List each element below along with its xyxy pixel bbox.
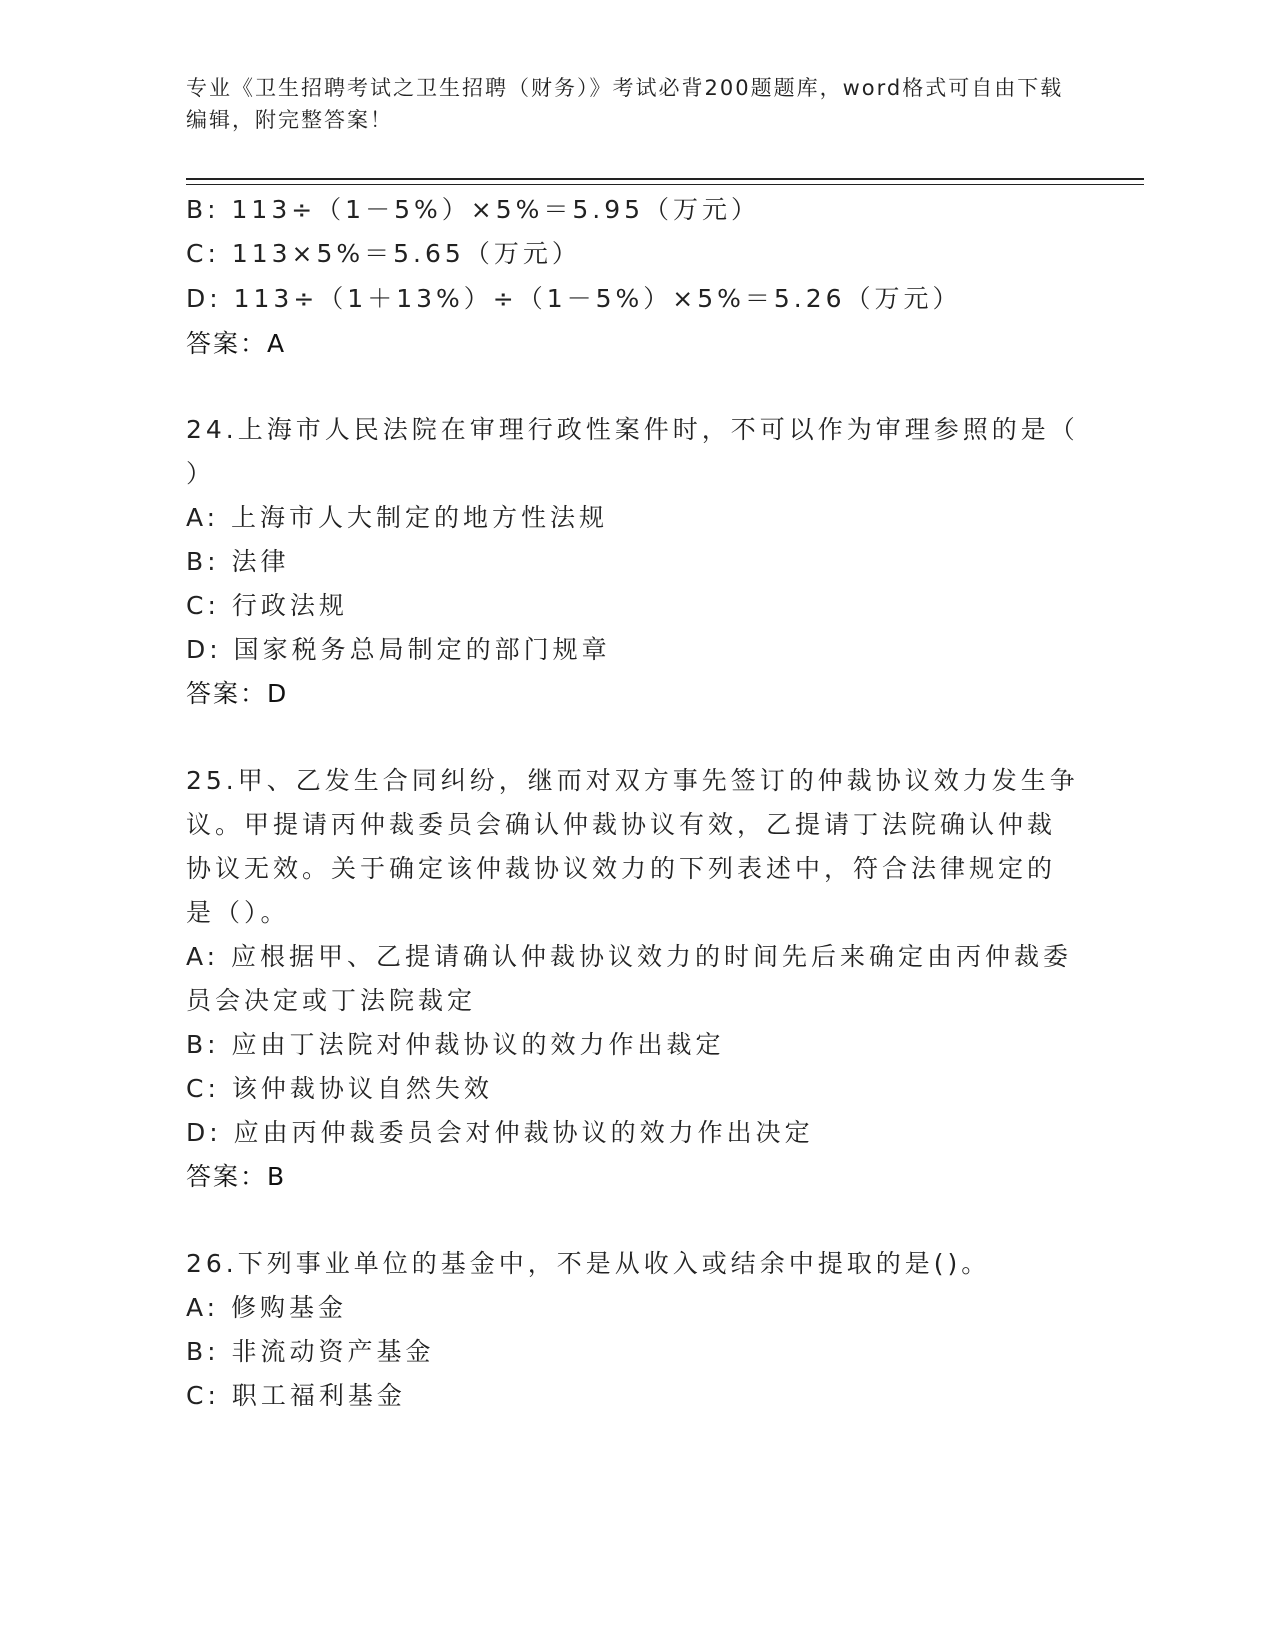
q26-stem: 26.下列事业单位的基金中，不是从收入或结余中提取的是()。 (186, 1249, 991, 1278)
q23-option-b: B: 113÷（1－5%）×5%＝5.95（万元） (186, 195, 761, 224)
q25-option-d: D: 应由丙仲裁委员会对仲裁协议的效力作出决定 (186, 1118, 814, 1147)
document-header: 专业《卫生招聘考试之卫生招聘（财务）》考试必背200题题库，word格式可自由下载编辑，附完整答案！ (186, 76, 1064, 132)
q25-option-b: B: 应由丁法院对仲裁协议的效力作出裁定 (186, 1030, 725, 1059)
q25-option-a-line-2: 员会决定或丁法院裁定 (186, 986, 477, 1015)
q25-answer: 答案：B (186, 1162, 287, 1191)
q24-answer: 答案：D (186, 679, 289, 708)
header-divider-thin (186, 184, 1144, 185)
q24-option-c: C: 行政法规 (186, 591, 348, 620)
q23-answer: 答案：A (186, 329, 287, 358)
q23-option-d: D: 113÷（1＋13%）÷（1－5%）×5%＝5.26（万元） (186, 284, 962, 313)
q24-option-d: D: 国家税务总局制定的部门规章 (186, 635, 611, 664)
q24-stem-line-2: ） (186, 459, 216, 488)
q25-stem-line-3: 协议无效。关于确定该仲裁协议效力的下列表述中，符合法律规定的 (186, 854, 1057, 883)
q24-option-a: A: 上海市人大制定的地方性法规 (186, 503, 609, 532)
q25-option-c: C: 该仲裁协议自然失效 (186, 1074, 493, 1103)
q24-option-b: B: 法律 (186, 547, 290, 576)
q23-option-c: C: 113×5%＝5.65（万元） (186, 239, 581, 268)
q26-option-a: A: 修购基金 (186, 1293, 348, 1322)
q24-stem-line-1: 24.上海市人民法院在审理行政性案件时，不可以作为审理参照的是（ (186, 415, 1079, 444)
q25-stem-line-1: 25.甲、乙发生合同纠纷，继而对双方事先签订的仲裁协议效力发生争 (186, 766, 1079, 795)
q25-stem-line-4: 是（）。 (186, 898, 290, 927)
q25-stem-line-2: 议。甲提请丙仲裁委员会确认仲裁协议有效，乙提请丁法院确认仲裁 (186, 810, 1057, 839)
q26-option-c: C: 职工福利基金 (186, 1381, 406, 1410)
q25-option-a-line-1: A: 应根据甲、乙提请确认仲裁协议效力的时间先后来确定由丙仲裁委 (186, 942, 1073, 971)
q26-option-b: B: 非流动资产基金 (186, 1337, 435, 1366)
header-divider-thick (186, 178, 1144, 180)
